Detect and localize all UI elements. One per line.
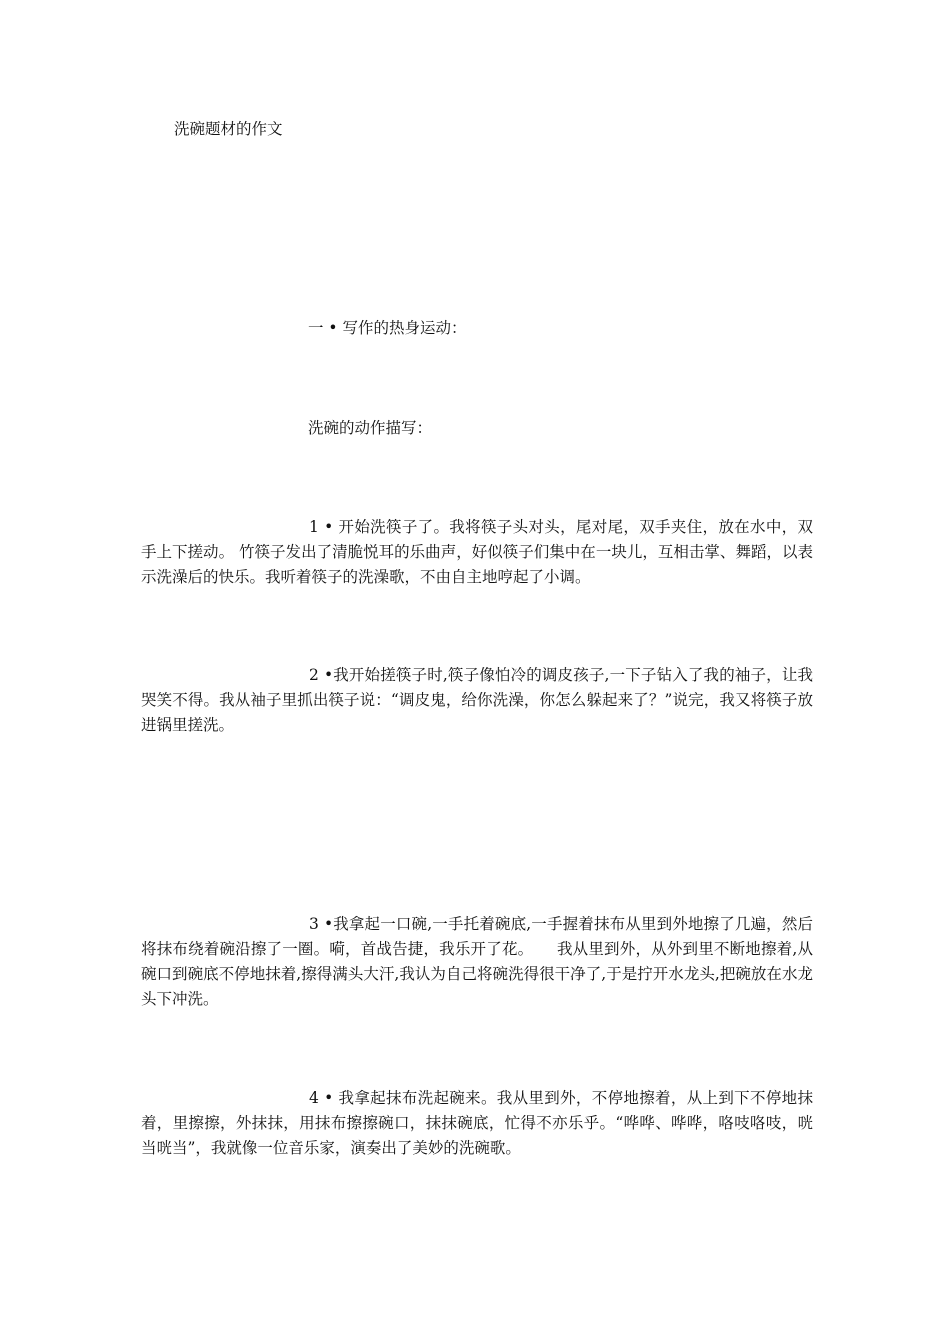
- section-heading: 一 • 写作的热身运动：: [308, 319, 467, 337]
- paragraph-3: 3 •我拿起一口碗,一手托着碗底,一手握着抹布从里到外地擦了几遍，然后将抹布绕着碗沿擦了一圈。嗬，首战告捷，我乐开了花。 我从里到外，从外到里不断地擦着,从碗口到碗底不停地抹着,擦得满头大汗,我认为自己将碗洗得很干净了,于是拧开水龙头,把碗放在水龙头下冲洗。: [141, 915, 813, 1008]
- paragraph-4: 4 • 我拿起抹布洗起碗来。我从里到外，不停地擦着，从上到下不停地抹着，里擦擦，外抹抹，用抹布擦擦碗口，抹抹碗底，忙得不亦乐乎。“哗哗、哗哗，咯吱咯吱，咣当咣当”，我就像一位音乐家，演奏出了美妙的洗碗歌。: [141, 1089, 813, 1157]
- subheading: 洗碗的动作描写：: [308, 419, 433, 437]
- document-title: 洗碗题材的作文: [174, 120, 283, 138]
- paragraph-2: 2 •我开始搓筷子时,筷子像怕冷的调皮孩子,一下子钻入了我的袖子，让我哭笑不得。我从袖子里抓出筷子说：“调皮鬼，给你洗澡，你怎么躲起来了？”说完，我又将筷子放进锅里搓洗。: [141, 666, 813, 734]
- paragraph-1: 1 • 开始洗筷子了。我将筷子头对头，尾对尾，双手夹住，放在水中，双手上下搓动。 竹筷子发出了清脆悦耳的乐曲声，好似筷子们集中在一块儿，互相击掌、舞蹈，以表示洗澡后的快乐。我听着筷子的洗澡歌，不由自主地哼起了小调。: [141, 518, 813, 586]
